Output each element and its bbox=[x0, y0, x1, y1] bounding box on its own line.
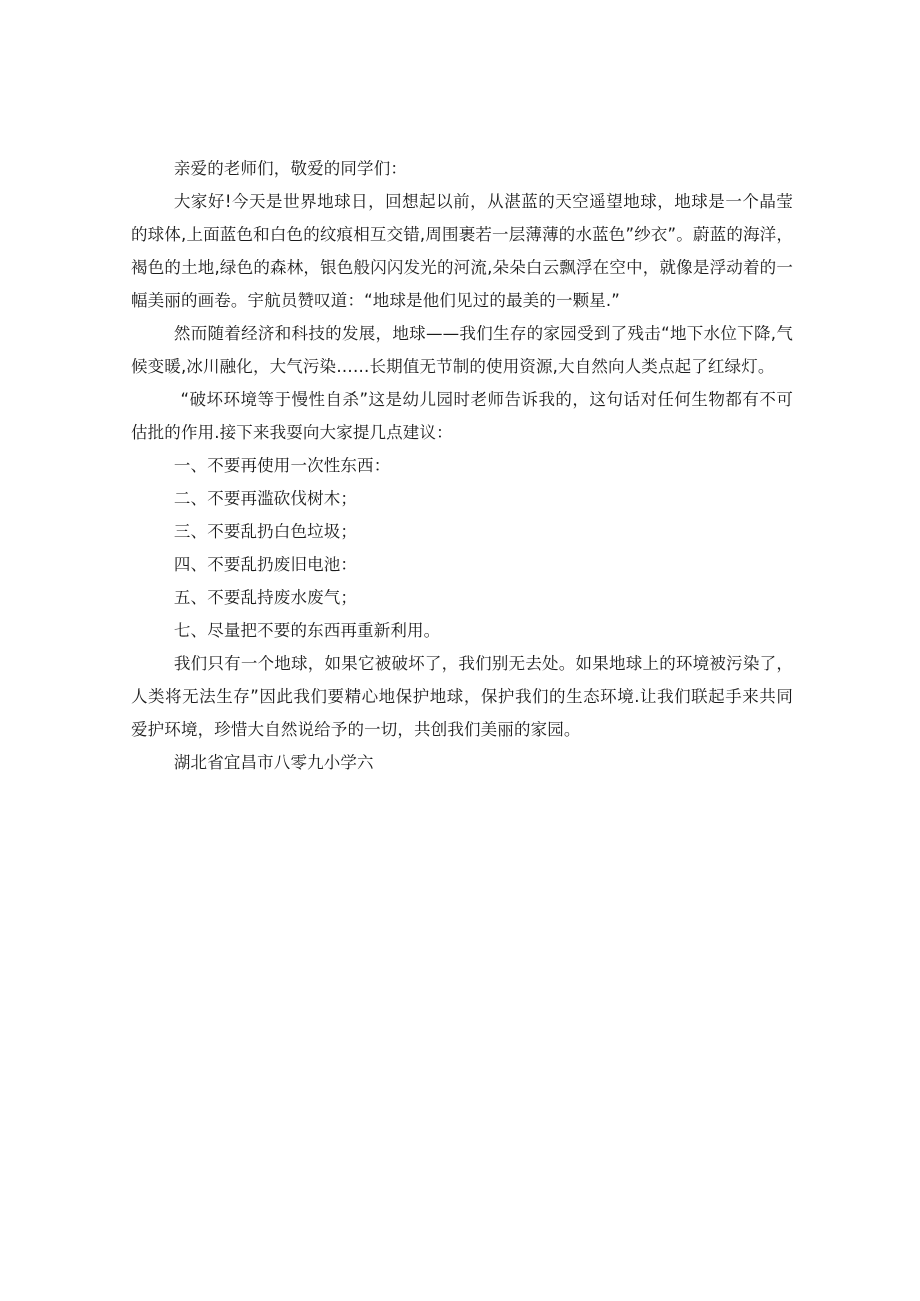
paragraph-proposal: “破坏环境等于慢性自杀”这是幼儿园时老师告诉我的，这句话对任何生物都有不可估批的作用.接下来我耍向大家提几点建议： bbox=[131, 390, 793, 442]
suggestion-item: 五、不要乱持废水废气； bbox=[173, 588, 358, 607]
suggestion-item: 一、不要再使用一次性东西： bbox=[173, 456, 391, 475]
suggestion-item: 二、不要再滥砍伐树木； bbox=[173, 489, 358, 508]
paragraph-problem: 然而随着经济和科技的发展，地球——我们生存的家园受到了残击“地下水位下降,气候变暖,冰川融化，大气污染……长期值无节制的使用资源,大自然向人类点起了红绿灯。 bbox=[131, 324, 793, 376]
paragraph-intro: 大家好!今天是世界地球日，回想起以前，从湛蓝的天空遥望地球，地球是一个晶莹的球体,上面蓝色和白色的纹痕相互交错,周围裹若一层薄薄的水蓝色”纱衣”。蔚蓝的海洋，褐色的土地,绿色的森林，银色般闪闪发光的河流,朵朵白云飘浮在空中，就像是浮动着的一幅美丽的画卷。宇航员赞叹道：“地球是他们见过的最美的一颗星.” bbox=[131, 192, 793, 310]
suggestion-list bbox=[131, 449, 793, 647]
document-body bbox=[131, 152, 793, 779]
signature-line: 湖北省宜昌市八零九小学六 bbox=[173, 753, 374, 772]
suggestion-item: 四、不要乱扔废旧电池： bbox=[173, 555, 358, 574]
suggestion-item: 七、尽量把不要的东西再重新利用。 bbox=[173, 621, 441, 640]
greeting-line: 亲爱的老师们，敬爱的同学们： bbox=[173, 159, 407, 178]
paragraph-closing: 我们只有一个地球，如果它被破坏了，我们别无去处。如果地球上的环境被污染了，人类将无法生存”因此我们要精心地保护地球，保护我们的生态环境.让我们联起手来共同爱护环境，珍惜大自然说给予的一切，共创我们美丽的家园。 bbox=[131, 654, 793, 739]
suggestion-item: 三、不要乱扔白色垃圾； bbox=[173, 522, 358, 541]
